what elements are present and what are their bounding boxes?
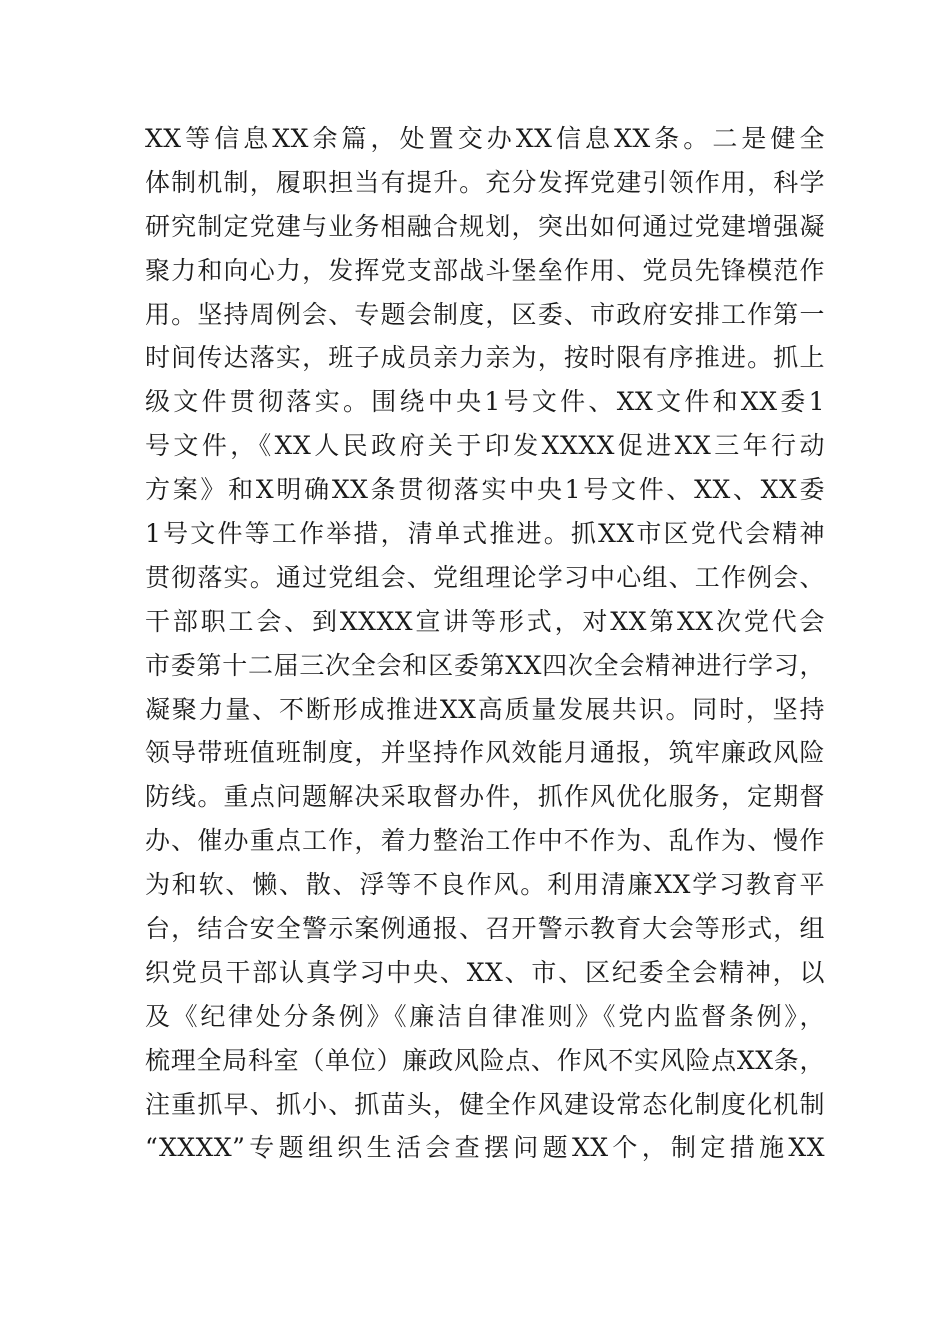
text-line: 号文件，《XX人民政府关于印发XXXX促进XX三年行动 (145, 431, 825, 461)
text-line: 领导带班值班制度，并坚持作风效能月通报，筑牢廉政风险 (145, 738, 825, 768)
text-line: 用。坚持周例会、专题会制度，区委、市政府安排工作第一 (145, 299, 825, 329)
text-line: 台，结合安全警示案例通报、召开警示教育大会等形式，组 (145, 914, 825, 944)
text-line: 及《纪律处分条例》《廉洁自律准则》《党内监督条例》， (145, 1001, 825, 1031)
text-line: 织党员干部认真学习中央、XX、市、区纪委全会精神，以 (145, 957, 825, 987)
text-line: 防线。重点问题解决采取督办件，抓作风优化服务，定期督 (145, 782, 825, 812)
text-line: 凝聚力量、不断形成推进XX高质量发展共识。同时，坚持 (145, 694, 825, 724)
text-line: 贯彻落实。通过党组会、党组理论学习中心组、工作例会、 (145, 562, 825, 592)
text-line: 市委第十二届三次全会和区委第XX四次全会精神进行学习， (145, 650, 825, 680)
text-line: 为和软、懒、散、浮等不良作风。利用清廉XX学习教育平 (145, 870, 825, 900)
text-line: 体制机制，履职担当有提升。充分发挥党建引领作用，科学 (145, 167, 825, 197)
text-line: 时间传达落实，班子成员亲力亲为，按时限有序推进。抓上 (145, 343, 825, 373)
text-line: 梳理全局科室（单位）廉政风险点、作风不实风险点XX条， (145, 1045, 825, 1075)
text-line: 干部职工会、到XXXX宣讲等形式，对XX第XX次党代会 (145, 606, 825, 636)
text-line: 办、催办重点工作，着力整治工作中不作为、乱作为、慢作 (145, 826, 825, 856)
body-paragraph (145, 117, 825, 1170)
text-line: 级文件贯彻落实。围绕中央1号文件、XX文件和XX委1 (145, 387, 825, 417)
text-line: 方案》和X明确XX条贯彻落实中央1号文件、XX、XX委 (145, 475, 825, 505)
text-line: 研究制定党建与业务相融合规划，突出如何通过党建增强凝 (145, 211, 825, 241)
text-line: “XXXX”专题组织生活会查摆问题XX个，制定措施XX (145, 1133, 825, 1163)
text-line: 1号文件等工作举措，清单式推进。抓XX市区党代会精神 (145, 519, 825, 549)
text-line: 注重抓早、抓小、抓苗头，健全作风建设常态化制度化机制 (145, 1089, 825, 1119)
text-line: XX等信息XX余篇，处置交办XX信息XX条。二是健全 (145, 124, 825, 153)
text-line: 聚力和向心力，发挥党支部战斗堡垒作用、党员先锋模范作 (145, 255, 825, 285)
